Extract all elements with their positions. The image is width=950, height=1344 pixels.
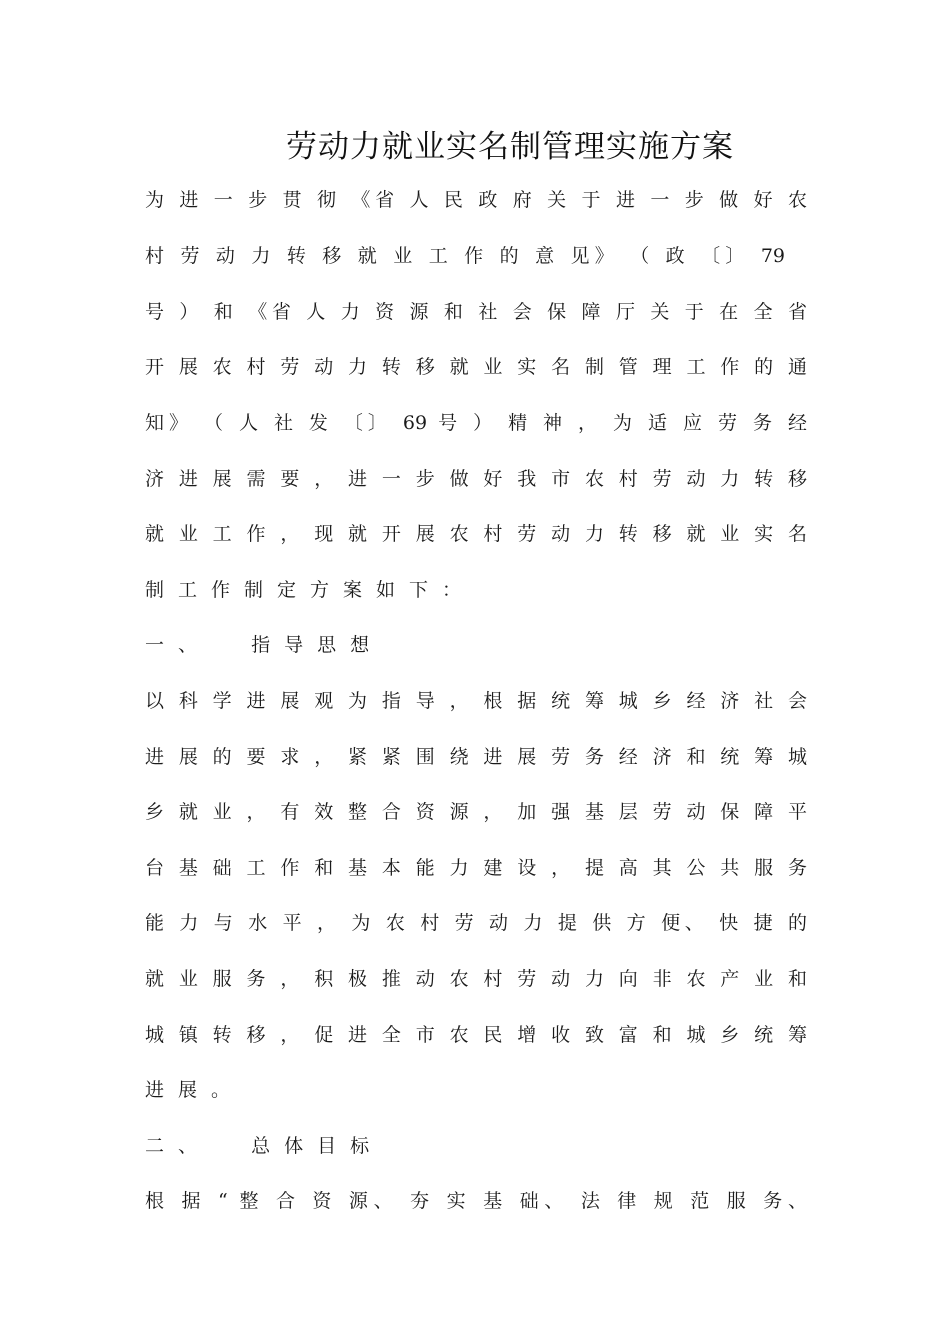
body-line: 台 基 础 工 作 和 基 本 能 力 建 设 ， 提 高 其 公 共 服 务: [145, 857, 807, 879]
body-line: 进展。: [145, 1079, 245, 1101]
body-line: 制工作制定方案如下：: [145, 579, 476, 601]
document-title: 劳动力就业实名制管理实施方案: [286, 129, 734, 165]
body-line: 以 科 学 进 展 观 为 指 导 ， 根 据 统 筹 城 乡 经 济 社 会: [145, 690, 807, 712]
body-line: 根 据 “ 整 合 资 源、 夯 实 基 础、 法 律 规 范 服 务、: [145, 1190, 807, 1212]
body-line: 村 劳 动 力 转 移 就 业 工 作 的 意 见》 （ 政 〔〕 79: [145, 245, 785, 267]
body-line: 能 力 与 水 平 ， 为 农 村 劳 动 力 提 供 方 便、 快 捷 的: [145, 912, 807, 934]
body-line: 开 展 农 村 劳 动 力 转 移 就 业 实 名 制 管 理 工 作 的 通: [145, 356, 807, 378]
body-line: 就 业 工 作 ， 现 就 开 展 农 村 劳 动 力 转 移 就 业 实 名: [145, 523, 807, 545]
body-line: 城 镇 转 移 ， 促 进 全 市 农 民 增 收 致 富 和 城 乡 统 筹: [145, 1024, 807, 1046]
body-line: 济 进 展 需 要 ， 进 一 步 做 好 我 市 农 村 劳 动 力 转 移: [145, 468, 807, 490]
body-line: 乡 就 业 ， 有 效 整 合 资 源 ， 加 强 基 层 劳 动 保 障 平: [145, 801, 807, 823]
body-line: 为 进 一 步 贯 彻 《省 人 民 政 府 关 于 进 一 步 做 好 农: [145, 189, 807, 211]
body-line: 号 ） 和 《省 人 力 资 源 和 社 会 保 障 厅 关 于 在 全 省: [145, 301, 807, 323]
body-line: 知》 （ 人 社 发 〔〕 69 号 ） 精 神 ， 为 适 应 劳 务 经: [145, 412, 807, 434]
body-line: 就 业 服 务 ， 积 极 推 动 农 村 劳 动 力 向 非 农 产 业 和: [145, 968, 807, 990]
section-heading: 一、 指导思想: [145, 634, 384, 656]
section-heading: 二、 总体目标: [145, 1135, 384, 1157]
body-line: 进 展 的 要 求 ， 紧 紧 围 绕 进 展 劳 务 经 济 和 统 筹 城: [145, 746, 807, 768]
